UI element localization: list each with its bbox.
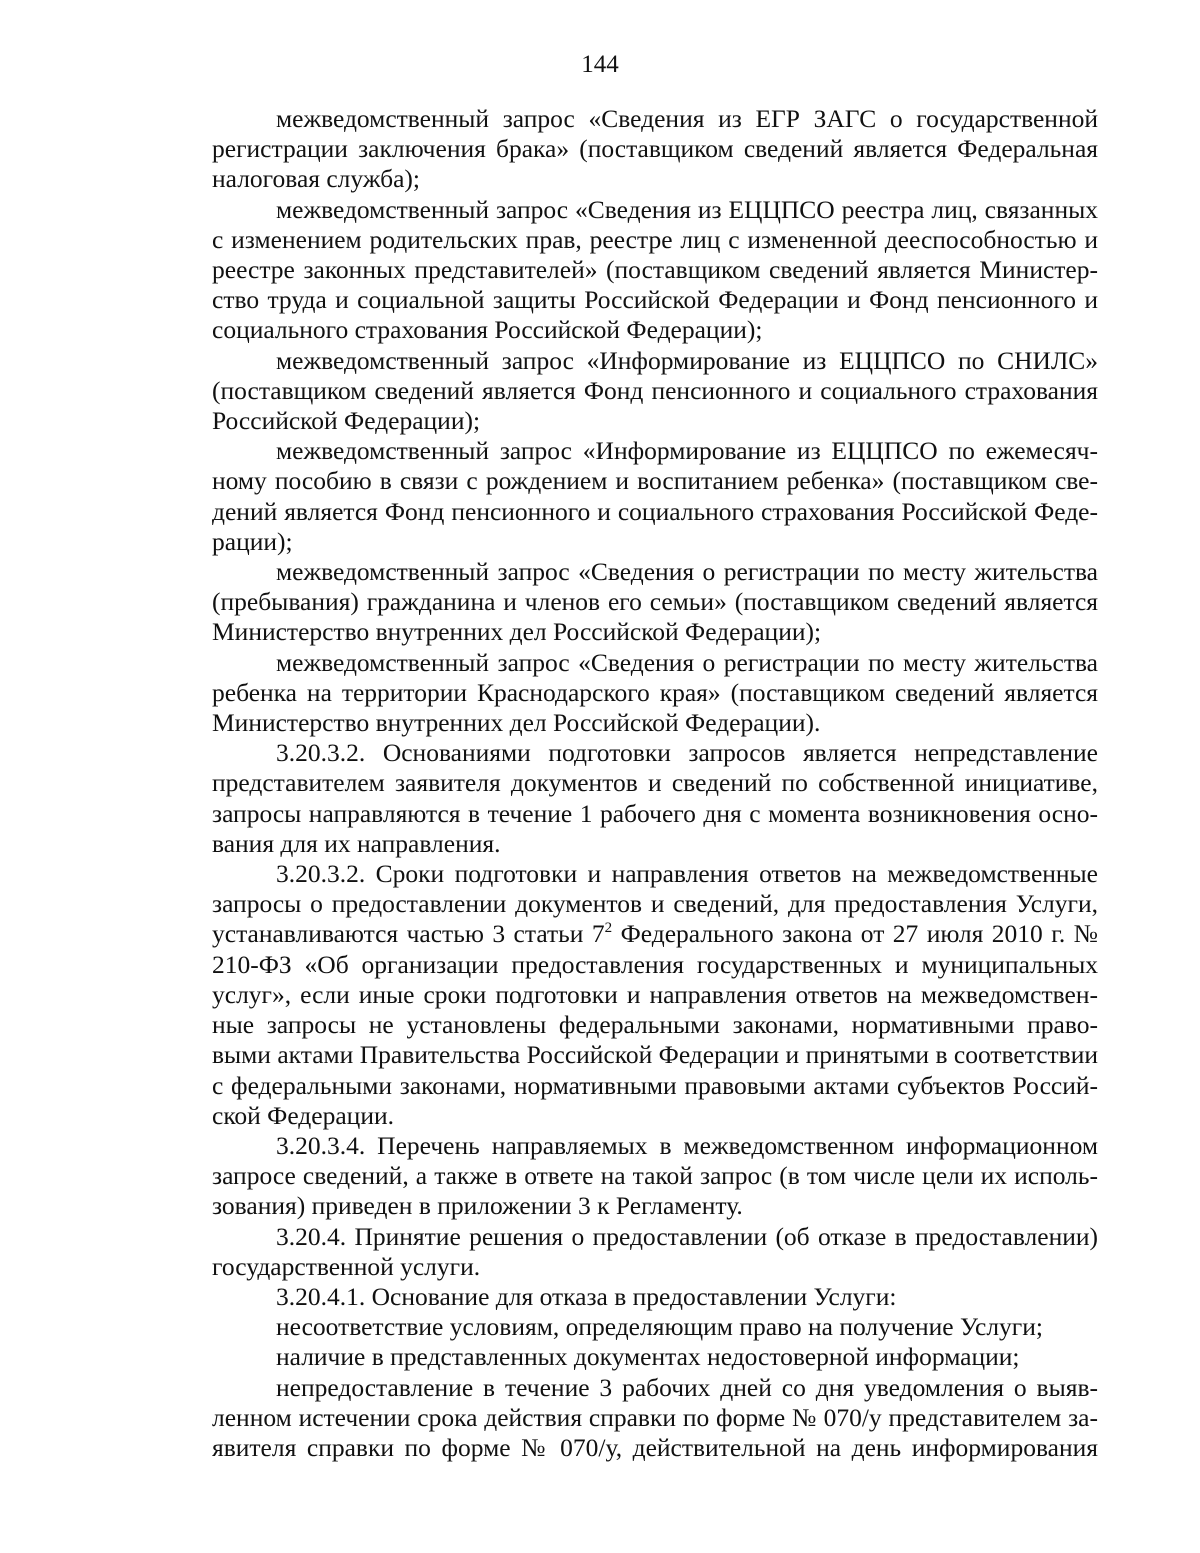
paragraph-3-20-4-1-refusal-grounds: 3.20.4.1. Основание для отказа в предоставлении Услуги: (276, 1281, 897, 1311)
paragraph-request-zags: межведомственный запрос «Сведения из ЕГР ЗАГС о государственной регистрации заключения брака» (поставщиком сведений является Федеральная налоговая служба); (212, 104, 1098, 194)
paragraph-refusal-noncompliance: несоответствие условиям, определяющим право на получение Услуги; (276, 1312, 1043, 1342)
paragraph-3-20-4-decision: 3.20.4. Принятие решения о предоставлении (об отказе в предоставлении) государственной услуги. (212, 1221, 1098, 1281)
page-number: 144 (581, 51, 619, 78)
paragraph-3-20-3-2-grounds: 3.20.3.2. Основаниями подготовки запросов является непредставление представителем заявителя документов и сведений по собственной инициативе, запросы направляются в течение 1 рабочего дня с момента возникновения основания для их направления. (212, 738, 1098, 858)
paragraph-3-20-3-4-list: 3.20.3.4. Перечень направляемых в межведомственном информационном запросе сведений, а также в ответе на такой запрос (в том числе цели их использования) приведен в приложении 3 к Регламенту. (212, 1130, 1098, 1221)
paragraph-3-20-3-2-terms (212, 859, 1098, 1131)
terms-text-before: 3.20.3.2. Сроки подготовки и направления ответов на межведомственные запросы о предоставлении документов и сведений, для предоставления Услуги, устанавливаются частью 3 статьи 7 (212, 859, 1098, 949)
paragraph-request-parental-rights: межведомственный запрос «Сведения из ЕЦЦПСО реестра лиц, связанных с изменением родительских прав, реестре лиц с измененной дееспособностью и реестре законных представителей» (поставщиком сведений является Министерство труда и социальной защиты Российской Федерации и Фонд пенсионного и социального страхования Российской Федерации); (212, 194, 1098, 345)
paragraph-request-registration-family: межведомственный запрос «Сведения о регистрации по месту жительства (пребывания) гражданина и членов его семьи» (поставщиком сведений является Министерство внутренних дел Российской Федерации); (212, 557, 1098, 647)
paragraph-refusal-false-information: наличие в представленных документах недостоверной информации; (276, 1342, 1020, 1372)
paragraph-refusal-certificate: непредоставление в течение 3 рабочих дней со дня уведомления о выявленном истечении срока действия справки по форме № 070/у представителем заявителя справки по форме № 070/у, действительной на день информирования (212, 1372, 1098, 1462)
terms-text-after: Федерального закона от 27 июля 2010 г. № 210-ФЗ «Об организации предоставления государственных и муниципальных услуг», если иные сроки подготовки и направления ответов на межведомственные запросы не установлены федеральными законами, нормативными правовыми актами Правительства Российской Федерации и принятыми в соответствии с федеральными законами, нормативными правовыми актами субъектов Российской Федерации. (212, 919, 1098, 1130)
paragraph-request-registration-child: межведомственный запрос «Сведения о регистрации по месту жительства ребенка на территории Краснодарского края» (поставщиком сведений является Министерство внутренних дел Российской Федерации). (212, 647, 1098, 738)
paragraph-request-monthly-allowance: межведомственный запрос «Информирование из ЕЦЦПСО по ежемесячному пособию в связи с рождением и воспитанием ребенка» (поставщиком сведений является Фонд пенсионного и социального страхования Российской Федерации); (212, 436, 1098, 556)
terms-superscript: 2 (604, 920, 613, 937)
document-body (212, 104, 1098, 1463)
paragraph-request-snils: межведомственный запрос «Информирование из ЕЦЦПСО по СНИЛС» (поставщиком сведений является Фонд пенсионного и социального страхования Российской Федерации); (212, 345, 1098, 436)
